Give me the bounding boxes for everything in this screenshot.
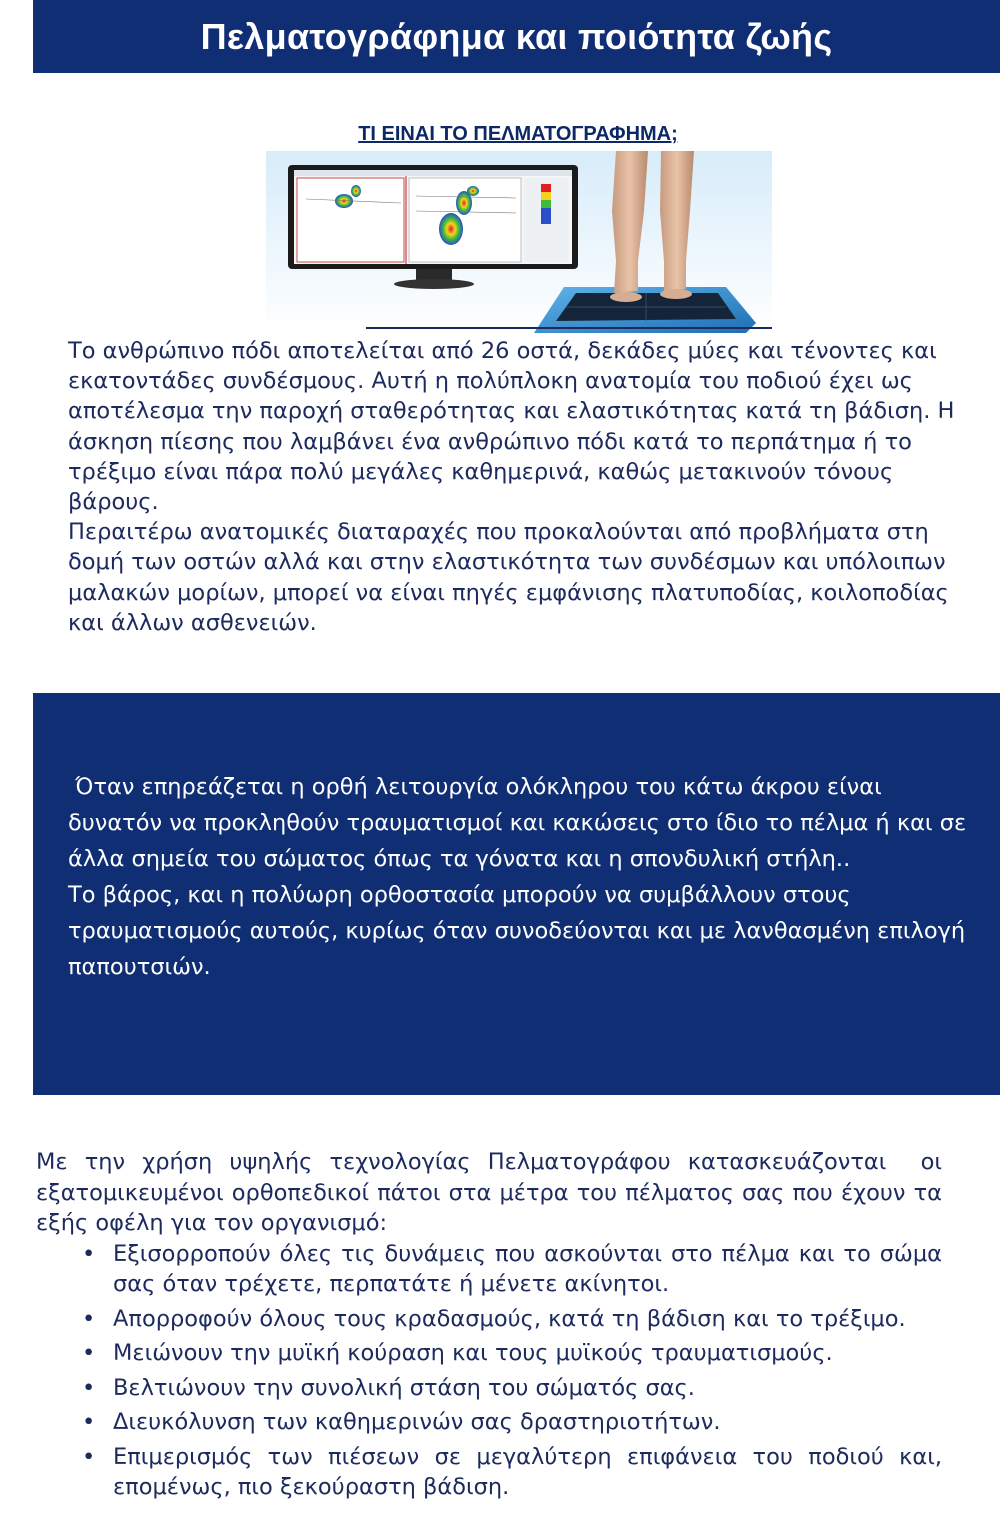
foot-scanner-monitor-image [266,151,772,333]
intro-text [68,336,968,638]
list-item [36,1373,942,1404]
bullet-icon: • [82,1443,96,1470]
list-item [36,1338,942,1369]
benefits-section [36,1147,950,1507]
callout-paragraph: Το βάρος, και η πολύωρη ορθοστασία μπορούν να συμβάλλουν στους τραυματισμούς αυτούς, κυρίως όταν συνοδεύονται και με λανθασμένη επιλογή παπουτσιών. [68,882,966,980]
bullet-icon: • [82,1409,96,1435]
list-item [36,1407,942,1438]
title-banner [33,0,1000,73]
benefit-list [36,1239,942,1503]
list-item-text: Απορροφούν όλους τους κραδασμούς, κατά τη βάδιση και το τρέξιμο. [113,1305,906,1332]
intro-paragraph: Το ανθρώπινο πόδι αποτελείται από 26 οστά, δεκάδες μύες και τένοντες και εκατοντάδες συνδέσμους. Αυτή η πολύπλοκη ανατομία του ποδιού έχει ως αποτέλεσμα την παροχή σταθερότητας και ελαστικότητας κατά τη βάδιση. Η άσκηση πίεσης που λαμβάνει ένα ανθρώπινο πόδι κατά το περπάτημα ή το τρέξιμο είναι πάρα πολύ μεγάλες καθημερινά, καθώς μετακινούν τόνους βάρους. [68,338,955,516]
intro-paragraph: Περαιτέρω ανατομικές διαταραχές που προκαλούνται από προβλήματα στη δομή των οστών αλλά και στην ελαστικότητα των συνδέσμων και υπόλοιπων μαλακών μορίων, μπορεί να είναι πηγές εμφάνισης πλατυποδίας, κοιλοποδίας και άλλων ασθενειών. [68,519,949,636]
bullet-icon: • [82,1240,96,1267]
callout-text [68,769,974,985]
page-title: Πελματογράφημα και ποιότητα ζωής [200,15,833,57]
bullet-icon: • [82,1340,96,1366]
bullet-icon: • [82,1305,96,1332]
list-item-text: Μειώνουν την μυϊκή κούραση και τους μυϊκούς τραυματισμούς. [113,1340,833,1366]
list-item-text: Βελτιώνουν την συνολική στάση του σώματός σας. [113,1374,695,1401]
list-item [36,1442,942,1503]
bullet-icon: • [82,1374,96,1401]
list-item [36,1239,942,1300]
list-item-text: Διευκόλυνση των καθημερινών σας δραστηριοτήτων. [113,1409,721,1435]
callout-box [33,693,1000,1095]
section-subtitle: ΤΙ ΕΙΝΑΙ ΤΟ ΠΕΛΜΑΤΟΓΡΑΦΗΜΑ; [358,123,678,145]
list-item-text: Επιμερισμός των πιέσεων σε μεγαλύτερη επιφάνεια του ποδιού και, επομένως, πιο ξεκούραστη βάδιση. [113,1443,942,1500]
benefits-intro: Με την χρήση υψηλής τεχνολογίας Πελματογράφου κατασκευάζονται οι εξατομικευμένοι ορθοπεδικοί πάτοι στα μέτρα του πέλματος σας που έχουν τα εξής οφέλη για τον οργανισμό: [36,1149,950,1236]
list-item [36,1304,942,1335]
callout-paragraph: Όταν επηρεάζεται η ορθή λειτουργία ολόκληρου του κάτω άκρου είναι δυνατόν να προκληθούν τραυματισμοί και κακώσεις στο ίδιο το πέλμα ή και σε άλλα σημεία του σώματος όπως τα γόνατα και η σπονδυλική στήλη.. [68,774,974,872]
list-item-text: Εξισορροπούν όλες τις δυνάμεις που ασκούνται στο πέλμα και το σώμα σας όταν τρέχετε, περπατάτε ή μένετε ακίνητοι. [113,1240,942,1297]
